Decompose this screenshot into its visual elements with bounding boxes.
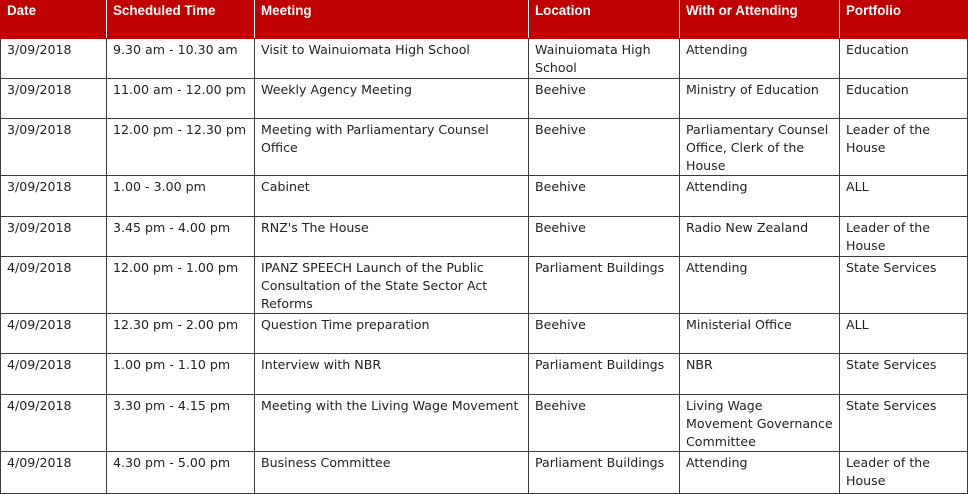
cell-scheduled-time: 4.30 pm - 5.00 pm xyxy=(107,452,255,494)
table-row xyxy=(1,39,968,79)
cell-portfolio: ALL xyxy=(840,176,968,217)
table-row xyxy=(1,257,968,314)
cell-portfolio: ALL xyxy=(840,314,968,354)
cell-date: 4/09/2018 xyxy=(1,354,107,395)
column-header-scheduled-time: Scheduled Time xyxy=(107,1,255,39)
cell-date: 4/09/2018 xyxy=(1,314,107,354)
header-row xyxy=(1,1,968,39)
table-row xyxy=(1,354,968,395)
cell-date: 3/09/2018 xyxy=(1,79,107,119)
cell-portfolio: Leader of the House xyxy=(840,119,968,176)
cell-scheduled-time: 3.30 pm - 4.15 pm xyxy=(107,395,255,452)
cell-scheduled-time: 9.30 am - 10.30 am xyxy=(107,39,255,79)
cell-meeting: Meeting with Parliamentary Counsel Office xyxy=(255,119,529,176)
column-header-portfolio: Portfolio xyxy=(840,1,968,39)
cell-date: 3/09/2018 xyxy=(1,217,107,257)
cell-meeting: RNZ's The House xyxy=(255,217,529,257)
cell-portfolio: Education xyxy=(840,79,968,119)
cell-portfolio: State Services xyxy=(840,257,968,314)
cell-location: Beehive xyxy=(529,395,680,452)
cell-scheduled-time: 12.00 pm - 12.30 pm xyxy=(107,119,255,176)
cell-location: Beehive xyxy=(529,79,680,119)
cell-date: 4/09/2018 xyxy=(1,452,107,494)
cell-date: 4/09/2018 xyxy=(1,257,107,314)
cell-with-or-attending: Parliamentary Counsel Office, Clerk of the House xyxy=(680,119,840,176)
cell-date: 3/09/2018 xyxy=(1,39,107,79)
cell-meeting: Interview with NBR xyxy=(255,354,529,395)
cell-portfolio: Leader of the House xyxy=(840,217,968,257)
cell-date: 3/09/2018 xyxy=(1,176,107,217)
cell-meeting: Visit to Wainuiomata High School xyxy=(255,39,529,79)
cell-scheduled-time: 1.00 pm - 1.10 pm xyxy=(107,354,255,395)
table-row xyxy=(1,79,968,119)
cell-with-or-attending: NBR xyxy=(680,354,840,395)
cell-location: Beehive xyxy=(529,217,680,257)
cell-meeting: Business Committee xyxy=(255,452,529,494)
column-header-date: Date xyxy=(1,1,107,39)
cell-scheduled-time: 3.45 pm - 4.00 pm xyxy=(107,217,255,257)
cell-with-or-attending: Attending xyxy=(680,257,840,314)
cell-location: Parliament Buildings xyxy=(529,452,680,494)
table-row xyxy=(1,314,968,354)
column-header-location: Location xyxy=(529,1,680,39)
cell-location: Beehive xyxy=(529,176,680,217)
cell-with-or-attending: Ministry of Education xyxy=(680,79,840,119)
cell-with-or-attending: Radio New Zealand xyxy=(680,217,840,257)
column-header-meeting: Meeting xyxy=(255,1,529,39)
cell-location: Parliament Buildings xyxy=(529,257,680,314)
cell-scheduled-time: 1.00 - 3.00 pm xyxy=(107,176,255,217)
table-row xyxy=(1,119,968,176)
cell-meeting: IPANZ SPEECH Launch of the Public Consultation of the State Sector Act Reforms xyxy=(255,257,529,314)
table-row xyxy=(1,452,968,494)
cell-portfolio: State Services xyxy=(840,354,968,395)
cell-date: 3/09/2018 xyxy=(1,119,107,176)
column-header-with-or-attending: With or Attending xyxy=(680,1,840,39)
cell-meeting: Weekly Agency Meeting xyxy=(255,79,529,119)
cell-with-or-attending: Ministerial Office xyxy=(680,314,840,354)
cell-scheduled-time: 12.30 pm - 2.00 pm xyxy=(107,314,255,354)
table-row xyxy=(1,176,968,217)
table-row xyxy=(1,395,968,452)
cell-with-or-attending: Attending xyxy=(680,452,840,494)
cell-with-or-attending: Attending xyxy=(680,39,840,79)
cell-with-or-attending: Living Wage Movement Governance Committee xyxy=(680,395,840,452)
cell-meeting: Question Time preparation xyxy=(255,314,529,354)
cell-meeting: Cabinet xyxy=(255,176,529,217)
table-row xyxy=(1,217,968,257)
cell-location: Parliament Buildings xyxy=(529,354,680,395)
cell-location: Wainuiomata High School xyxy=(529,39,680,79)
cell-meeting: Meeting with the Living Wage Movement xyxy=(255,395,529,452)
cell-location: Beehive xyxy=(529,119,680,176)
cell-portfolio: Education xyxy=(840,39,968,79)
cell-location: Beehive xyxy=(529,314,680,354)
cell-scheduled-time: 11.00 am - 12.00 pm xyxy=(107,79,255,119)
cell-with-or-attending: Attending xyxy=(680,176,840,217)
cell-portfolio: Leader of the House xyxy=(840,452,968,494)
cell-date: 4/09/2018 xyxy=(1,395,107,452)
cell-scheduled-time: 12.00 pm - 1.00 pm xyxy=(107,257,255,314)
cell-portfolio: State Services xyxy=(840,395,968,452)
